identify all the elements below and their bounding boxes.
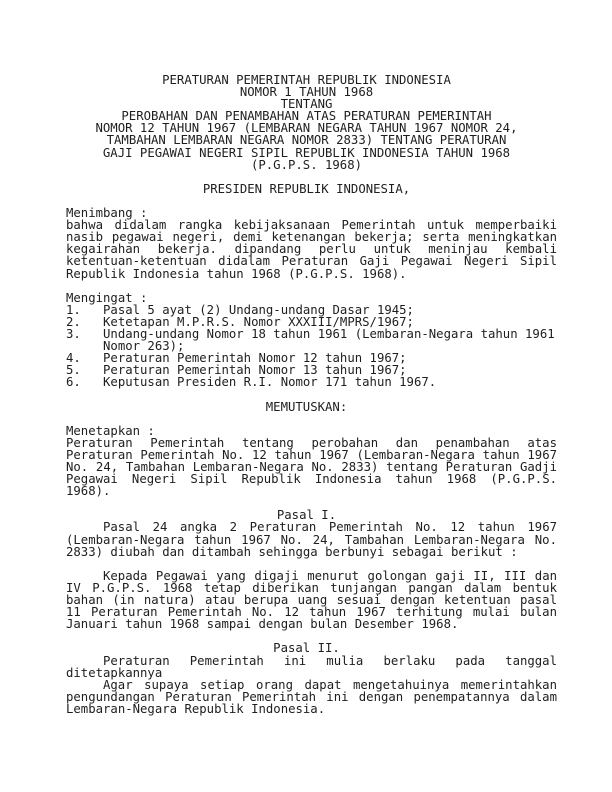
doc-line: 6. Keputusan Presiden R.I. Nomor 171 tahun 1967. [66,375,437,390]
doc-blank-line [66,413,557,425]
doc-line: 1968). [66,484,111,499]
doc-line: Menetapkan : [66,423,155,438]
doc-line: ketentuan-ketentuan didalam Peraturan Gaji Pegawai Negeri Sipil [66,254,557,269]
doc-line: PEROBAHAN DAN PENAMBAHAN ATAS PERATURAN PEMERINTAH [121,109,492,124]
doc-line: Peraturan Pemerintah tentang perobahan dan penambahan atas [66,435,557,450]
doc-line: Menimbang : [66,206,148,221]
doc-line: ditetapkannya [66,665,163,680]
doc-line: Pegawai Negeri Sipil Republik Indonesia tahun 1968 (P.G.P.S. [66,472,557,487]
doc-line: Lembaran-Negara Republik Indonesia. [66,701,326,716]
doc-line: Pasal I. [276,508,337,523]
doc-blank-line [66,280,557,292]
doc-line: 1. Pasal 5 ayat (2) Undang-undang Dasar 1945; [66,302,414,317]
doc-line: bahwa didalam rangka kebijaksanaan Pemerintah untuk memperbaiki [66,218,557,233]
doc-line: TENTANG [280,97,333,112]
doc-line: kegairahan bekerja. dipandang perlu untuk meninjau kembali [66,242,557,257]
doc-line: TAMBAHAN LEMBARAN NEGARA NOMOR 2833) TENTANG PERATURAN [106,133,507,148]
doc-line: Peraturan Pemerintah No. 12 tahun 1967 (Lembaran-Negara tahun 1967 [66,447,557,462]
doc-line: 3. Undang-undang Nomor 18 tahun 1961 (Lembaran-Negara tahun 1961 [66,326,555,341]
doc-line: Kepada Pegawai yang digaji menurut golongan gaji II, III dan [103,568,557,583]
doc-line: bahan (in natura) atau berupa uang sesuai dengan ketentuan pasal [66,593,557,608]
doc-blank-line [66,388,557,400]
doc-line: Nomor 263); [66,339,185,354]
doc-line: 4. Peraturan Pemerintah Nomor 12 tahun 1967; [66,351,407,366]
doc-line: Republik Indonesia tahun 1968 (P.G.P.S. 1968). [66,266,407,281]
doc-line: No. 24, Tambahan Lembaran-Negara No. 2833) tentang Peraturan Gadji [66,460,557,474]
doc-line: 2. Ketetapan M.P.R.S. Nomor XXXIII/MPRS/1967; [66,314,414,329]
doc-line: 5. Peraturan Pemerintah Nomor 13 tahun 1967; [66,363,407,378]
doc-line: Pasal II. [273,641,340,656]
doc-line: 11 Peraturan Pemerintah No. 12 tahun 1967 terhitung mulai bulan [66,605,557,620]
doc-line: PERATURAN PEMERINTAH REPUBLIK INDONESIA [162,73,451,87]
doc-line: Mengingat : [66,290,148,305]
doc-line: Pasal 24 angka 2 Peraturan Pemerintah No. 12 tahun 1967 [103,520,557,535]
doc-line: (Lembaran-Negara tahun 1967 No. 24, Tambahan Lembaran-Negara No. [66,532,557,547]
doc-line: Januari tahun 1968 sampai dengan bulan Desember 1968. [66,617,459,632]
doc-line: NOMOR 12 TAHUN 1967 (LEMBARAN NEGARA TAHUN 1967 NOMOR 24, [95,121,518,136]
doc-line: Agar supaya setiap orang dapat mengetahuinya memerintahkan [103,677,557,692]
doc-line: GAJI PEGAWAI NEGERI SIPIL REPUBLIK INDONESIA TAHUN 1968 [102,145,511,160]
doc-line: (P.G.P.S. 1968) [250,157,363,172]
doc-line: PRESIDEN REPUBLIK INDONESIA, [202,181,411,196]
doc-line: MEMUTUSKAN: [265,399,348,414]
doc-line: pengundangan Peraturan Pemerintah ini dengan penempatannya dalam [66,689,557,704]
doc-line: nasib pegawai negeri, demi ketenangan bekerja; serta meningkatkan [66,230,557,245]
doc-line: NOMOR 1 TAHUN 1968 [239,85,374,100]
doc-line: IV P.G.P.S. 1968 tetap diberikan tunjangan pangan dalam bentuk [66,580,557,595]
document-text-block [66,74,557,715]
doc-line: 2833) diubah dan ditambah sehingga berbunyi sebagai berikut : [66,544,518,559]
doc-line: Peraturan Pemerintah ini mulia berlaku pada tanggal [103,653,557,668]
